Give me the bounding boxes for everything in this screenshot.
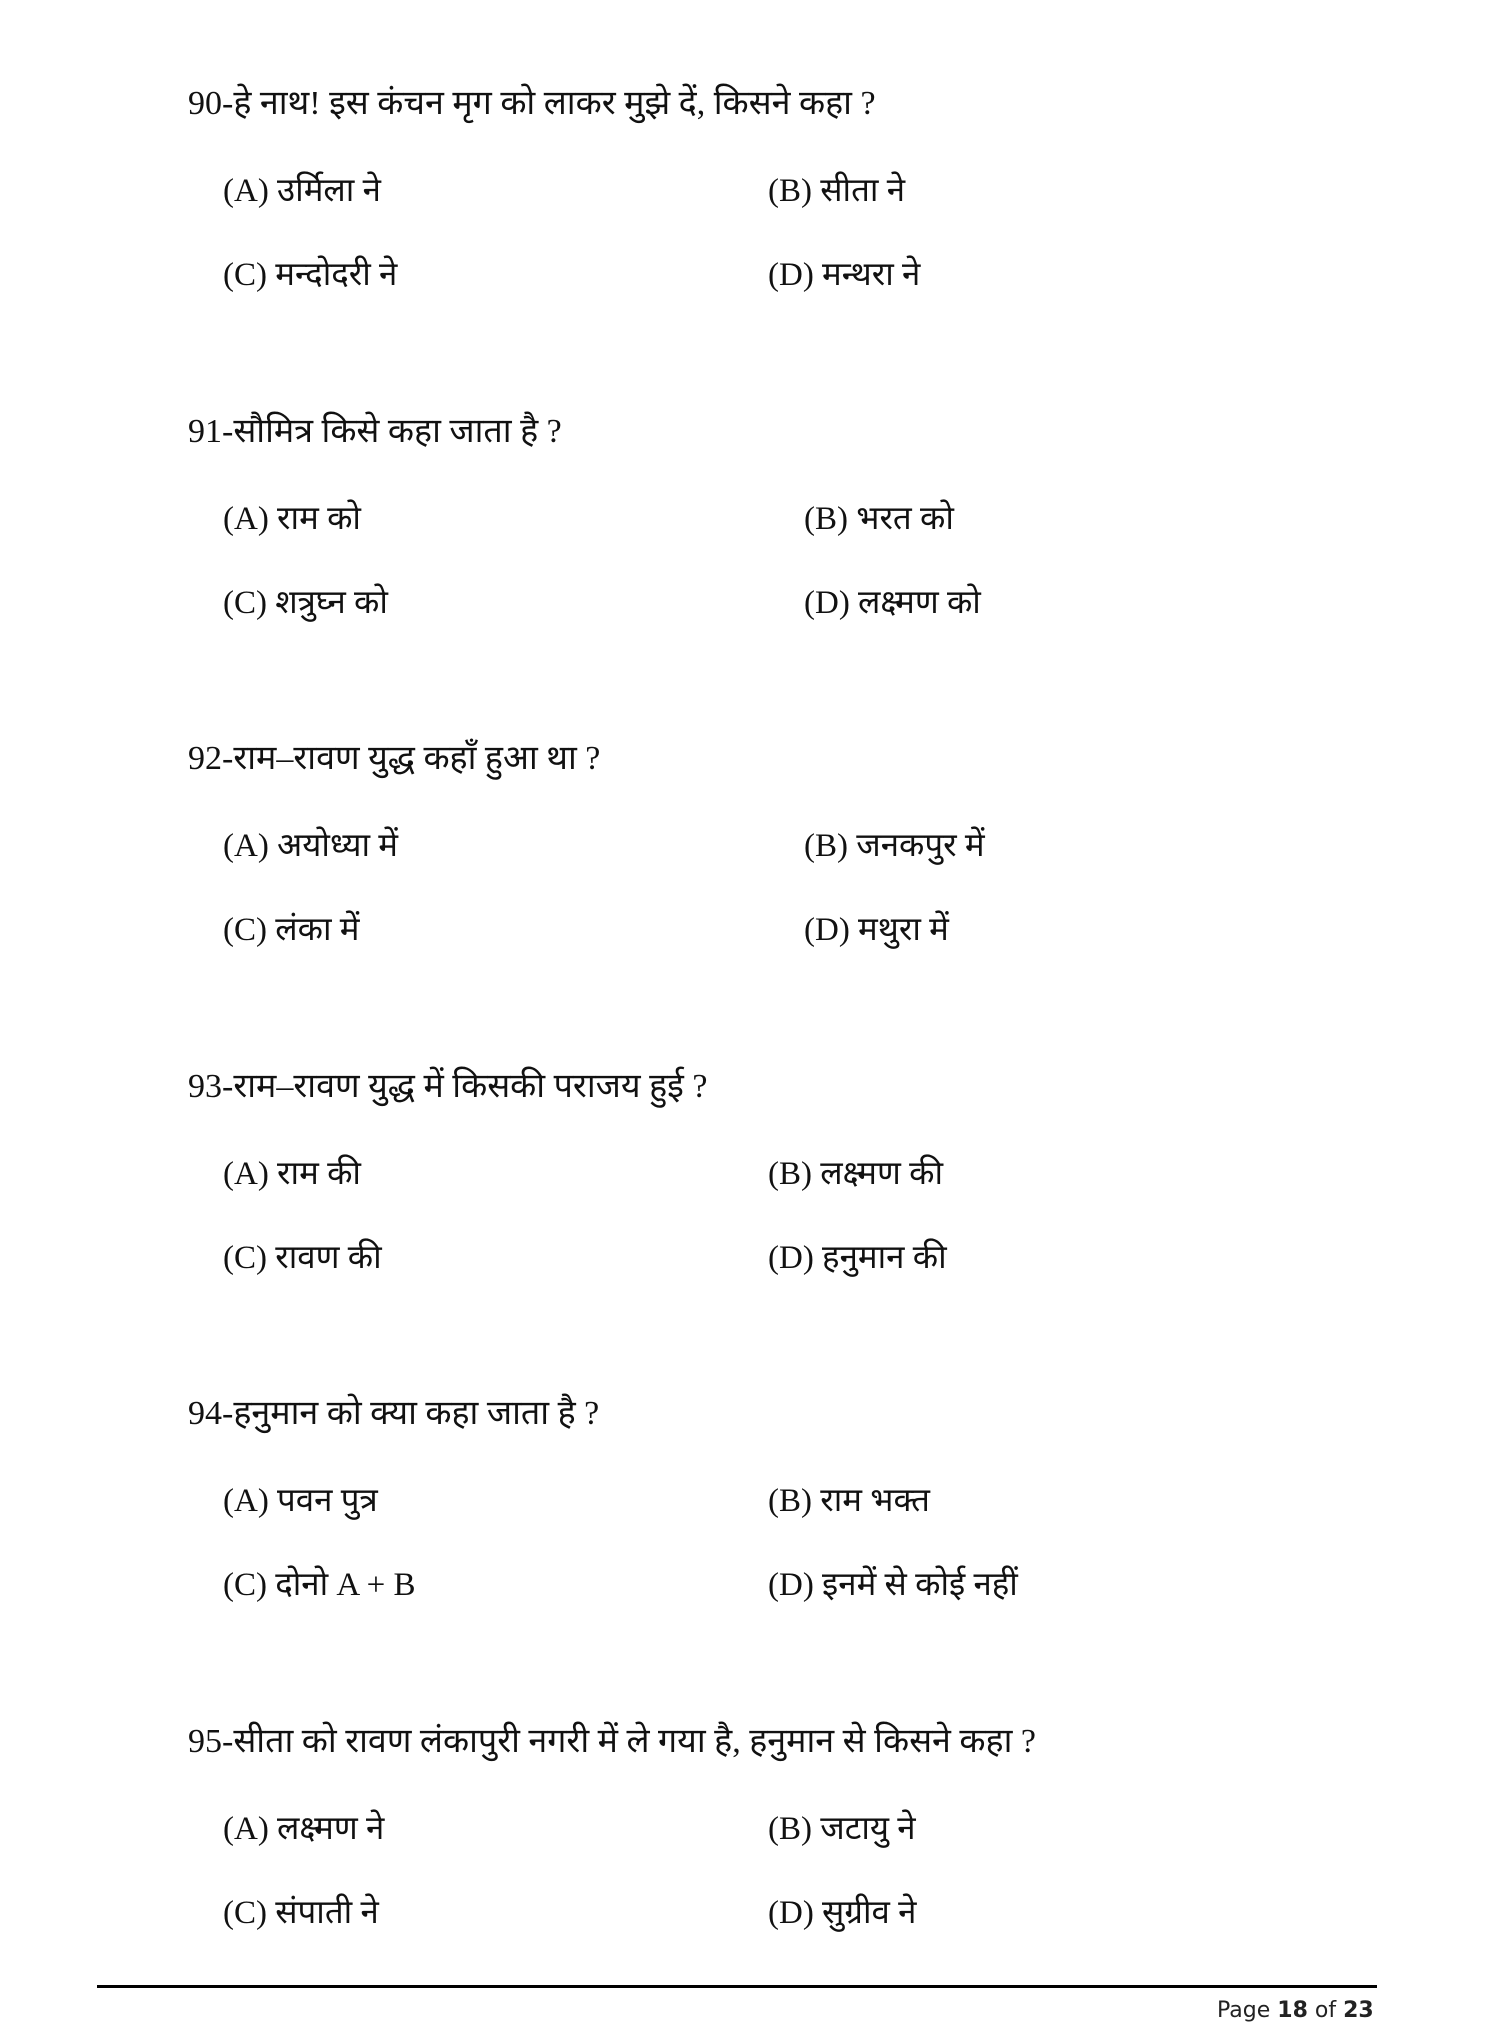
- option-c: (C) लंका में: [223, 912, 360, 948]
- option-c: (C) रावण की: [223, 1240, 382, 1276]
- option-b: (B) जनकपुर में: [804, 828, 985, 864]
- page-number: [1217, 1998, 1374, 2023]
- option-d: (D) लक्ष्मण को: [804, 585, 981, 621]
- question-95: [188, 1722, 1438, 1942]
- question-text: 90-हे नाथ! इस कंचन मृग को लाकर मुझे दें, किसने कहा ?: [188, 85, 876, 122]
- option-d: (D) इनमें से कोई नहीं: [768, 1567, 1018, 1603]
- page-label: Page: [1217, 1998, 1271, 2023]
- option-d: (D) हनुमान की: [768, 1240, 947, 1276]
- question-text: 92-राम–रावण युद्ध कहाँ हुआ था ?: [188, 740, 601, 777]
- option-d: (D) मथुरा में: [804, 912, 949, 948]
- page-total: 23: [1343, 1998, 1374, 2023]
- option-b: (B) लक्ष्मण की: [768, 1156, 944, 1192]
- question-text: 93-राम–रावण युद्ध में किसकी पराजय हुई ?: [188, 1068, 708, 1105]
- option-a: (A) लक्ष्मण ने: [223, 1811, 385, 1847]
- question-text: 95-सीता को रावण लंकापुरी नगरी में ले गया है, हनुमान से किसने कहा ?: [188, 1723, 1036, 1760]
- question-93: [188, 1067, 1438, 1287]
- option-c: (C) शत्रुघ्न को: [223, 585, 388, 621]
- option-c: (C) दोनो A + B: [223, 1567, 416, 1603]
- option-b: (B) राम भक्त: [768, 1483, 930, 1519]
- question-90: [188, 84, 1438, 304]
- question-91: [188, 412, 1438, 632]
- page-current: 18: [1277, 1998, 1308, 2023]
- option-c: (C) संपाती ने: [223, 1895, 379, 1931]
- option-d: (D) मन्थरा ने: [768, 257, 921, 293]
- option-b: (B) सीता ने: [768, 173, 906, 209]
- of-label: of: [1314, 1998, 1337, 2023]
- option-d: (D) सुग्रीव ने: [768, 1895, 917, 1931]
- footer-divider: [97, 1985, 1377, 1988]
- option-a: (A) उर्मिला ने: [223, 173, 381, 209]
- question-94: [188, 1394, 1438, 1614]
- question-92: [188, 739, 1438, 959]
- question-text: 94-हनुमान को क्या कहा जाता है ?: [188, 1395, 600, 1432]
- option-a: (A) राम की: [223, 1156, 361, 1192]
- option-c: (C) मन्दोदरी ने: [223, 257, 398, 293]
- option-b: (B) जटायु ने: [768, 1811, 916, 1847]
- option-a: (A) अयोध्या में: [223, 828, 399, 864]
- option-a: (A) राम को: [223, 501, 361, 537]
- question-text: 91-सौमित्र किसे कहा जाता है ?: [188, 413, 562, 450]
- option-a: (A) पवन पुत्र: [223, 1483, 378, 1519]
- option-b: (B) भरत को: [804, 501, 954, 537]
